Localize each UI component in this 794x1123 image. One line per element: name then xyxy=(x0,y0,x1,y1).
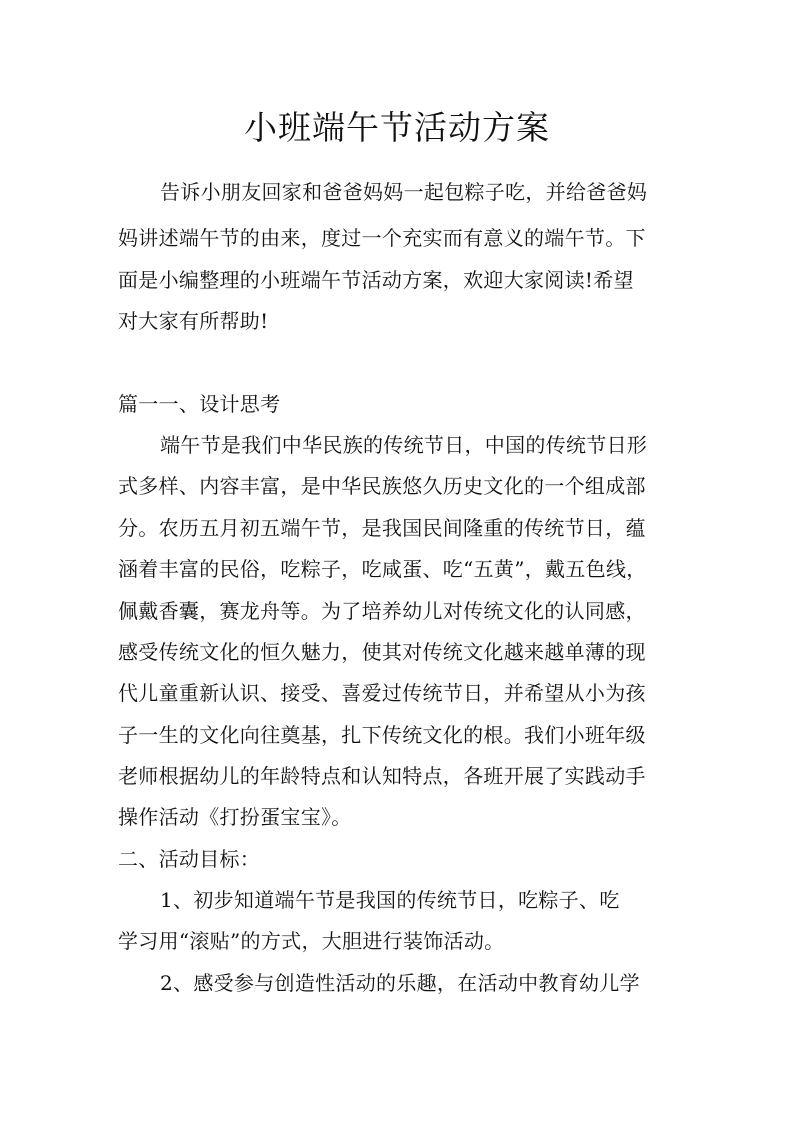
document-title: 小班端午节活动方案 xyxy=(244,108,550,147)
paragraph-line: 1、初步知道端午节是我国的传统节日，吃粽子、吃 xyxy=(160,888,620,912)
section-heading: 篇一一、设计思考 xyxy=(118,392,281,416)
paragraph-line: 端午节是我们中华民族的传统节日，中国的传统节日形 xyxy=(160,433,648,457)
paragraph-line: 面是小编整理的小班端午节活动方案，欢迎大家阅读!希望 xyxy=(118,268,634,292)
paragraph-line: 佩戴香囊，赛龙舟等。为了培养幼儿对传统文化的认同感， xyxy=(118,599,646,623)
paragraph-line: 分。农历五月初五端午节，是我国民间隆重的传统节日，蕴 xyxy=(118,516,646,540)
paragraph-line: 感受传统文化的恒久魅力，使其对传统文化越来越单薄的现 xyxy=(118,640,646,664)
paragraph-line: 老师根据幼儿的年龄特点和认知特点，各班开展了实践动手 xyxy=(118,764,646,788)
paragraph-line: 告诉小朋友回家和爸爸妈妈一起包粽子吃，并给爸爸妈 xyxy=(160,180,648,204)
section-heading: 二、活动目标： xyxy=(118,847,261,871)
paragraph-line: 对大家有所帮助! xyxy=(118,309,269,333)
paragraph-line: 操作活动《打扮蛋宝宝》。 xyxy=(118,805,352,829)
paragraph-line: 子一生的文化向往奠基，扎下传统文化的根。我们小班年级 xyxy=(118,723,646,747)
paragraph-line: 代儿童重新认识、接受、喜爱过传统节日，并希望从小为孩 xyxy=(118,681,646,705)
paragraph-line: 学习用“滚贴”的方式，大胆进行装饰活动。 xyxy=(118,929,505,953)
paragraph-line: 2、感受参与创造性活动的乐趣，在活动中教育幼儿学 xyxy=(160,971,640,995)
paragraph-line: 式多样、内容丰富，是中华民族悠久历史文化的一个组成部 xyxy=(118,474,646,498)
paragraph-line: 涵着丰富的民俗，吃粽子，吃咸蛋、吃“五黄”，戴五色线， xyxy=(118,557,647,581)
paragraph-line: 妈讲述端午节的由来，度过一个充实而有意义的端午节。下 xyxy=(118,226,646,250)
